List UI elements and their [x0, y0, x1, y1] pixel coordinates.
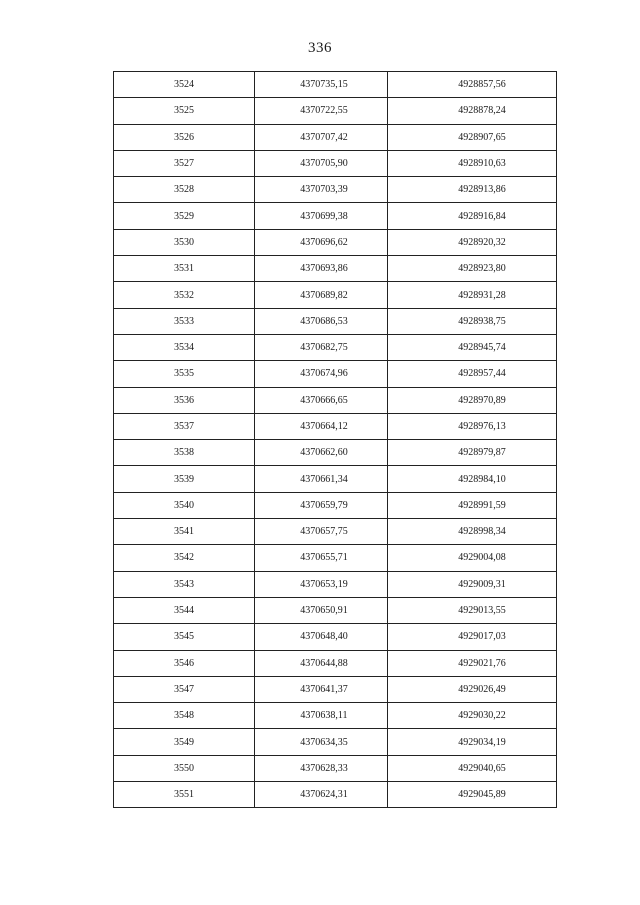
table-row: [114, 545, 557, 571]
table-row: [114, 413, 557, 439]
table-row: [114, 650, 557, 676]
x-coordinate-cell: 4370641,37: [255, 676, 388, 702]
table-row: [114, 597, 557, 623]
table-row: [114, 624, 557, 650]
y-coordinate-cell: 4929045,89: [388, 782, 557, 808]
y-coordinate-cell: 4929021,76: [388, 650, 557, 676]
point-number-cell: 3549: [114, 729, 255, 755]
point-number-cell: 3550: [114, 755, 255, 781]
table-row: [114, 229, 557, 255]
y-coordinate-cell: 4929034,19: [388, 729, 557, 755]
point-number-cell: 3531: [114, 256, 255, 282]
y-coordinate-cell: 4929017,03: [388, 624, 557, 650]
x-coordinate-cell: 4370689,82: [255, 282, 388, 308]
point-number-cell: 3544: [114, 597, 255, 623]
point-number-cell: 3545: [114, 624, 255, 650]
table-row: [114, 150, 557, 176]
y-coordinate-cell: 4929040,65: [388, 755, 557, 781]
coordinates-table: [113, 71, 557, 808]
y-coordinate-cell: 4928910,63: [388, 150, 557, 176]
point-number-cell: 3534: [114, 334, 255, 360]
point-number-cell: 3530: [114, 229, 255, 255]
table-row: [114, 256, 557, 282]
x-coordinate-cell: 4370674,96: [255, 361, 388, 387]
y-coordinate-cell: 4928957,44: [388, 361, 557, 387]
table-row: [114, 729, 557, 755]
x-coordinate-cell: 4370650,91: [255, 597, 388, 623]
y-coordinate-cell: 4928984,10: [388, 466, 557, 492]
x-coordinate-cell: 4370653,19: [255, 571, 388, 597]
table-row: [114, 676, 557, 702]
y-coordinate-cell: 4928938,75: [388, 308, 557, 334]
table-row: [114, 124, 557, 150]
x-coordinate-cell: 4370648,40: [255, 624, 388, 650]
x-coordinate-cell: 4370722,55: [255, 98, 388, 124]
x-coordinate-cell: 4370735,15: [255, 72, 388, 98]
table-row: [114, 387, 557, 413]
x-coordinate-cell: 4370666,65: [255, 387, 388, 413]
table-row: [114, 492, 557, 518]
y-coordinate-cell: 4928916,84: [388, 203, 557, 229]
y-coordinate-cell: 4928907,65: [388, 124, 557, 150]
y-coordinate-cell: 4928931,28: [388, 282, 557, 308]
point-number-cell: 3527: [114, 150, 255, 176]
x-coordinate-cell: 4370634,35: [255, 729, 388, 755]
x-coordinate-cell: 4370707,42: [255, 124, 388, 150]
point-number-cell: 3543: [114, 571, 255, 597]
x-coordinate-cell: 4370664,12: [255, 413, 388, 439]
point-number-cell: 3528: [114, 177, 255, 203]
y-coordinate-cell: 4929004,08: [388, 545, 557, 571]
point-number-cell: 3548: [114, 703, 255, 729]
y-coordinate-cell: 4928970,89: [388, 387, 557, 413]
table-row: [114, 361, 557, 387]
x-coordinate-cell: 4370628,33: [255, 755, 388, 781]
y-coordinate-cell: 4928857,56: [388, 72, 557, 98]
point-number-cell: 3529: [114, 203, 255, 229]
y-coordinate-cell: 4929013,55: [388, 597, 557, 623]
coordinates-table-body: [114, 72, 557, 808]
x-coordinate-cell: 4370661,34: [255, 466, 388, 492]
point-number-cell: 3524: [114, 72, 255, 98]
y-coordinate-cell: 4928923,80: [388, 256, 557, 282]
table-row: [114, 308, 557, 334]
y-coordinate-cell: 4928945,74: [388, 334, 557, 360]
x-coordinate-cell: 4370655,71: [255, 545, 388, 571]
x-coordinate-cell: 4370638,11: [255, 703, 388, 729]
x-coordinate-cell: 4370699,38: [255, 203, 388, 229]
table-row: [114, 334, 557, 360]
point-number-cell: 3541: [114, 519, 255, 545]
table-row: [114, 98, 557, 124]
table-row: [114, 466, 557, 492]
point-number-cell: 3540: [114, 492, 255, 518]
point-number-cell: 3536: [114, 387, 255, 413]
point-number-cell: 3539: [114, 466, 255, 492]
point-number-cell: 3551: [114, 782, 255, 808]
x-coordinate-cell: 4370682,75: [255, 334, 388, 360]
y-coordinate-cell: 4929030,22: [388, 703, 557, 729]
point-number-cell: 3533: [114, 308, 255, 334]
table-row: [114, 72, 557, 98]
x-coordinate-cell: 4370624,31: [255, 782, 388, 808]
table-row: [114, 282, 557, 308]
y-coordinate-cell: 4928920,32: [388, 229, 557, 255]
y-coordinate-cell: 4928878,24: [388, 98, 557, 124]
table-row: [114, 519, 557, 545]
x-coordinate-cell: 4370703,39: [255, 177, 388, 203]
point-number-cell: 3546: [114, 650, 255, 676]
x-coordinate-cell: 4370686,53: [255, 308, 388, 334]
y-coordinate-cell: 4929026,49: [388, 676, 557, 702]
page-number: 336: [308, 40, 332, 56]
point-number-cell: 3526: [114, 124, 255, 150]
x-coordinate-cell: 4370662,60: [255, 440, 388, 466]
x-coordinate-cell: 4370693,86: [255, 256, 388, 282]
x-coordinate-cell: 4370644,88: [255, 650, 388, 676]
point-number-cell: 3532: [114, 282, 255, 308]
point-number-cell: 3538: [114, 440, 255, 466]
y-coordinate-cell: 4928998,34: [388, 519, 557, 545]
x-coordinate-cell: 4370657,75: [255, 519, 388, 545]
x-coordinate-cell: 4370659,79: [255, 492, 388, 518]
y-coordinate-cell: 4929009,31: [388, 571, 557, 597]
point-number-cell: 3537: [114, 413, 255, 439]
point-number-cell: 3525: [114, 98, 255, 124]
table-row: [114, 203, 557, 229]
point-number-cell: 3542: [114, 545, 255, 571]
y-coordinate-cell: 4928976,13: [388, 413, 557, 439]
y-coordinate-cell: 4928991,59: [388, 492, 557, 518]
point-number-cell: 3535: [114, 361, 255, 387]
y-coordinate-cell: 4928913,86: [388, 177, 557, 203]
table-row: [114, 755, 557, 781]
point-number-cell: 3547: [114, 676, 255, 702]
table-row: [114, 782, 557, 808]
table-row: [114, 571, 557, 597]
table-row: [114, 440, 557, 466]
table-row: [114, 703, 557, 729]
y-coordinate-cell: 4928979,87: [388, 440, 557, 466]
x-coordinate-cell: 4370696,62: [255, 229, 388, 255]
x-coordinate-cell: 4370705,90: [255, 150, 388, 176]
table-row: [114, 177, 557, 203]
